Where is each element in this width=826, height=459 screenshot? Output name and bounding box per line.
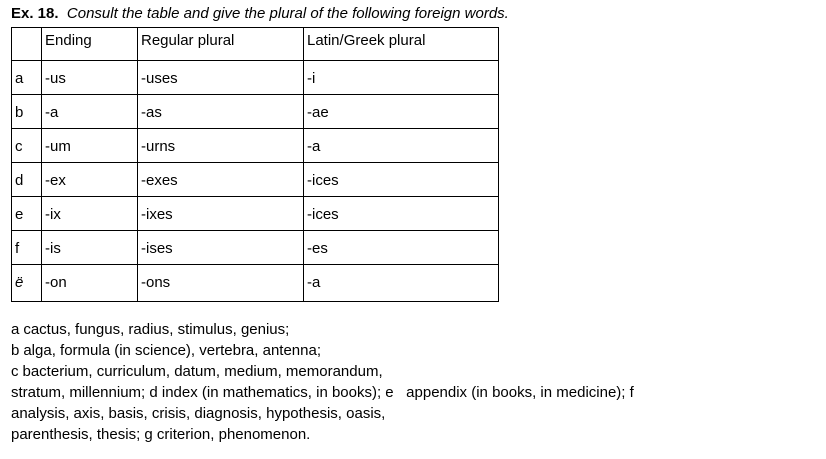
word-list-line-f-cont: [11, 403, 823, 424]
row-ending: -is: [42, 231, 138, 265]
row-ending: -ix: [42, 197, 138, 231]
row-regular-plural: -ixes: [138, 197, 304, 231]
row-letter: a: [12, 61, 42, 95]
word-list-line-b: [11, 340, 823, 361]
table-row: [12, 231, 499, 265]
row-regular-plural: -uses: [138, 61, 304, 95]
row-letter: c: [12, 129, 42, 163]
word-group-text: cactus, fungus, radius, stimulus, genius;: [23, 321, 290, 338]
row-ending: -a: [42, 95, 138, 129]
word-list-line-a: [11, 319, 823, 340]
table-row: [12, 197, 499, 231]
row-regular-plural: -ons: [138, 265, 304, 302]
word-group-text: parenthesis, thesis; g criterion, phenomenon.: [11, 426, 311, 443]
plurals-table: [11, 27, 499, 302]
word-group-text: alga, formula (in science), vertebra, antenna;: [23, 342, 321, 359]
row-regular-plural: -as: [138, 95, 304, 129]
row-latin-plural: -a: [304, 265, 499, 302]
table-row: [12, 95, 499, 129]
exercise-instruction: Consult the table and give the plural of the following foreign words.: [66, 5, 509, 22]
word-list-line-c: [11, 361, 823, 382]
row-ending: -on: [42, 265, 138, 302]
row-letter: ë: [12, 265, 42, 302]
header-latin-greek-plural-cell: Latin/Greek plural: [304, 28, 499, 61]
row-ending: -um: [42, 129, 138, 163]
word-group-text: bacterium, curriculum, datum, medium, memorandum,: [22, 363, 383, 380]
row-latin-plural: -i: [304, 61, 499, 95]
word-group-text: appendix (in books, in medicine); f: [406, 384, 634, 401]
word-group-text: stratum, millennium; d index (in mathematics, in books); e: [11, 384, 394, 401]
exercise-number: Ex. 18.: [11, 5, 59, 22]
table-header-row: [12, 28, 499, 61]
row-latin-plural: -ae: [304, 95, 499, 129]
word-group-letter: b: [11, 342, 20, 359]
table-row: [12, 265, 499, 302]
table-row: [12, 129, 499, 163]
row-latin-plural: -ices: [304, 163, 499, 197]
exercise-heading: [11, 5, 509, 23]
word-group-letter: c: [11, 363, 19, 380]
word-list-line-g: [11, 424, 823, 445]
table-row: [12, 163, 499, 197]
row-letter: e: [12, 197, 42, 231]
header-letter-cell: [12, 28, 42, 61]
row-ending: -us: [42, 61, 138, 95]
row-regular-plural: -ises: [138, 231, 304, 265]
word-group-text: analysis, axis, basis, crisis, diagnosis, hypothesis, oasis,: [11, 405, 386, 422]
row-regular-plural: -urns: [138, 129, 304, 163]
row-latin-plural: -a: [304, 129, 499, 163]
word-group-letter: a: [11, 321, 20, 338]
row-latin-plural: -es: [304, 231, 499, 265]
table-row: [12, 61, 499, 95]
row-letter: f: [12, 231, 42, 265]
row-ending: -ex: [42, 163, 138, 197]
row-letter: d: [12, 163, 42, 197]
header-ending-cell: Ending: [42, 28, 138, 61]
row-letter: b: [12, 95, 42, 129]
word-list-line-d-e-f: [11, 382, 823, 403]
row-regular-plural: -exes: [138, 163, 304, 197]
row-latin-plural: -ices: [304, 197, 499, 231]
header-regular-plural-cell: Regular plural: [138, 28, 304, 61]
word-list: [11, 319, 823, 445]
